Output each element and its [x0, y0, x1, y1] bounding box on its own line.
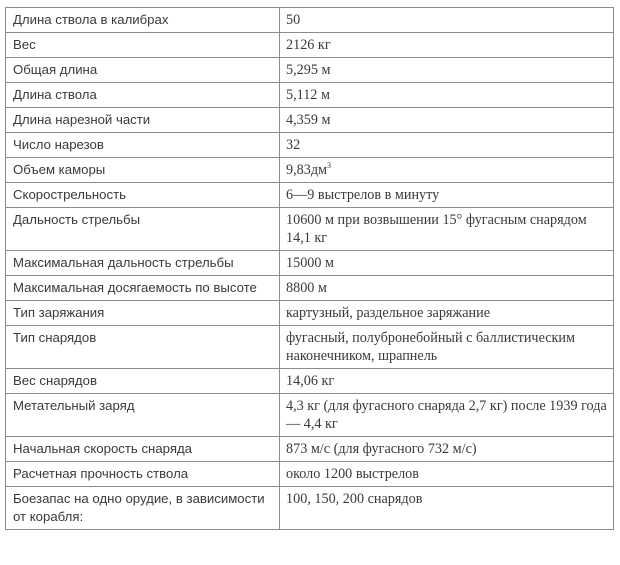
- row-value: 14,06 кг: [280, 369, 614, 394]
- row-label: Тип заряжания: [6, 301, 280, 326]
- row-label: Вес: [6, 33, 280, 58]
- table-row: [6, 462, 614, 487]
- row-label: Общая длина: [6, 58, 280, 83]
- row-label: Дальность стрельбы: [6, 208, 280, 251]
- row-value: 10600 м при возвышении 15° фугасным снарядом 14,1 кг: [280, 208, 614, 251]
- table-row: [6, 133, 614, 158]
- table-row: [6, 83, 614, 108]
- table-row: [6, 437, 614, 462]
- row-value: 8800 м: [280, 276, 614, 301]
- row-label: Расчетная прочность ствола: [6, 462, 280, 487]
- row-value: 50: [280, 8, 614, 33]
- table-row: [6, 158, 614, 183]
- row-value: 100, 150, 200 снарядов: [280, 487, 614, 530]
- specifications-table: [5, 7, 614, 530]
- table-row: [6, 394, 614, 437]
- row-label: Скорострельность: [6, 183, 280, 208]
- table-row: [6, 58, 614, 83]
- row-value: 5,295 м: [280, 58, 614, 83]
- cubic-superscript: 3: [327, 161, 332, 170]
- row-value: 2126 кг: [280, 33, 614, 58]
- row-label: Максимальная досягаемость по высоте: [6, 276, 280, 301]
- row-label: Боезапас на одно орудие, в зависимости от корабля:: [6, 487, 280, 530]
- table-row: [6, 8, 614, 33]
- row-label: Число нарезов: [6, 133, 280, 158]
- row-value: [280, 158, 614, 183]
- table-row: [6, 108, 614, 133]
- table-row: [6, 276, 614, 301]
- table-row: [6, 183, 614, 208]
- table-row: [6, 251, 614, 276]
- row-label: Вес снарядов: [6, 369, 280, 394]
- table-row: [6, 301, 614, 326]
- row-value: 873 м/с (для фугасного 732 м/с): [280, 437, 614, 462]
- row-value: 5,112 м: [280, 83, 614, 108]
- table-row: [6, 326, 614, 369]
- row-value: 6—9 выстрелов в минуту: [280, 183, 614, 208]
- row-label: Длина нарезной части: [6, 108, 280, 133]
- row-value: 15000 м: [280, 251, 614, 276]
- table-row: [6, 208, 614, 251]
- row-label: Длина ствола: [6, 83, 280, 108]
- row-label: Максимальная дальность стрельбы: [6, 251, 280, 276]
- row-value: около 1200 выстрелов: [280, 462, 614, 487]
- row-value: 32: [280, 133, 614, 158]
- row-value: картузный, раздельное заряжание: [280, 301, 614, 326]
- row-value: 4,3 кг (для фугасного снаряда 2,7 кг) после 1939 года — 4,4 кг: [280, 394, 614, 437]
- row-value: 4,359 м: [280, 108, 614, 133]
- row-label: Длина ствола в калибрах: [6, 8, 280, 33]
- row-label: Метательный заряд: [6, 394, 280, 437]
- row-label: Объем каморы: [6, 158, 280, 183]
- table-row: [6, 33, 614, 58]
- chamber-volume-value: 9,83дм: [286, 162, 328, 178]
- table-row: [6, 487, 614, 530]
- table-row: [6, 369, 614, 394]
- row-value: фугасный, полубронебойный с баллистическим наконечником, шрапнель: [280, 326, 614, 369]
- row-label: Начальная скорость снаряда: [6, 437, 280, 462]
- row-label: Тип снарядов: [6, 326, 280, 369]
